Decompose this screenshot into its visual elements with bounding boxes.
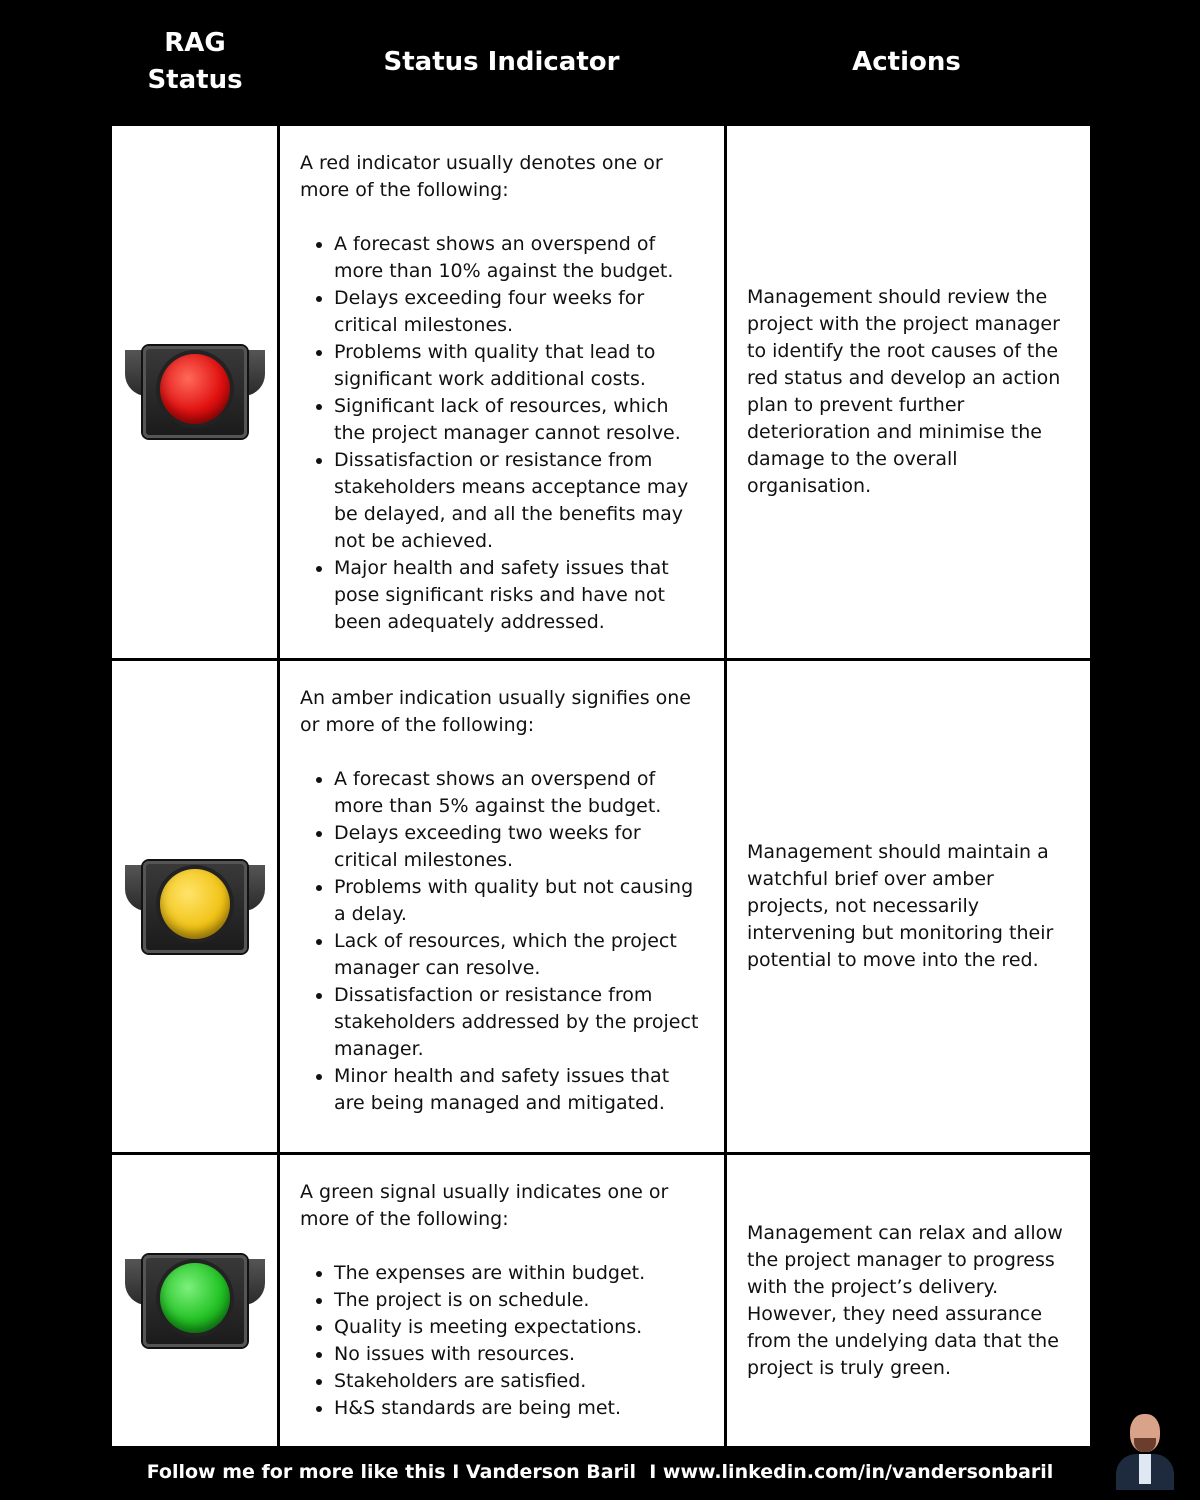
status-intro: A green signal usually indicates one or more of the following:	[300, 1181, 669, 1230]
list-item: • Delays exceeding two weeks for critical milestones.	[334, 820, 704, 874]
action-text: Management should review the project with the project manager to identify the root causes of the red status and develop an action plan to prevent further deterioration and minimise the damage to the overall organisation.	[747, 286, 1061, 497]
rag-cell	[112, 126, 277, 658]
status-bullets	[300, 766, 704, 1117]
list-item: • No issues with resources.	[334, 1341, 704, 1368]
rag-cell	[112, 1155, 277, 1446]
header-rag-status-label: RAG Status	[147, 28, 243, 95]
header-status-indicator-label: Status Indicator	[383, 46, 620, 77]
list-item: • A forecast shows an overspend of more than 5% against the budget.	[334, 766, 704, 820]
list-item: • Stakeholders are satisfied.	[334, 1368, 704, 1395]
list-item: • Dissatisfaction or resistance from stakeholders means acceptance may be delayed, and all the benefits may not be achieved.	[334, 447, 704, 555]
footer-text: Follow me for more like this I Vanderson Baril I www.linkedin.com/in/vandersonbaril	[146, 1461, 1054, 1483]
traffic-light-amber-icon	[125, 857, 265, 957]
header-actions-label: Actions	[852, 46, 961, 77]
status-intro: An amber indication usually signifies one or more of the following:	[300, 687, 691, 736]
header-rag-status	[112, 0, 278, 124]
list-item: • H&S standards are being met.	[334, 1395, 704, 1422]
action-text: Management can relax and allow the project manager to progress with the project’s delivery. However, they need assurance from the undelying data that the project is truly green.	[747, 1221, 1063, 1379]
footer-credit	[0, 1452, 1200, 1492]
list-item: • Significant lack of resources, which the project manager cannot resolve.	[334, 393, 704, 447]
list-item: • Delays exceeding four weeks for critical milestones.	[334, 285, 704, 339]
status-cell	[280, 661, 724, 1152]
status-cell	[280, 1155, 724, 1446]
table-row-green	[110, 1155, 1090, 1446]
list-item: • The project is on schedule.	[334, 1287, 704, 1314]
rag-cell	[112, 661, 277, 1152]
action-cell	[727, 1155, 1090, 1446]
header-actions	[725, 0, 1088, 124]
status-cell	[280, 126, 724, 658]
list-item: • Major health and safety issues that pose significant risks and have not been adequately addressed.	[334, 555, 704, 636]
list-item: • The expenses are within budget.	[334, 1260, 704, 1287]
status-bullets	[300, 1260, 704, 1422]
status-bullets	[300, 231, 704, 636]
table-row-amber	[110, 661, 1090, 1152]
list-item: • Lack of resources, which the project manager can resolve.	[334, 928, 704, 982]
action-text: Management should maintain a watchful brief over amber projects, not necessarily intervening but monitoring their potential to move into the red.	[747, 841, 1054, 971]
rag-table	[110, 124, 1090, 1448]
list-item: • Dissatisfaction or resistance from stakeholders addressed by the project manager.	[334, 982, 704, 1063]
table-row-red	[110, 126, 1090, 658]
status-intro: A red indicator usually denotes one or more of the following:	[300, 152, 663, 201]
list-item: • A forecast shows an overspend of more than 10% against the budget.	[334, 231, 704, 285]
avatar	[1112, 1410, 1178, 1490]
list-item: • Quality is meeting expectations.	[334, 1314, 704, 1341]
header-status-indicator	[279, 0, 724, 124]
traffic-light-red-icon	[125, 342, 265, 442]
list-item: • Problems with quality that lead to significant work additional costs.	[334, 339, 704, 393]
action-cell	[727, 126, 1090, 658]
list-item: • Problems with quality but not causing a delay.	[334, 874, 704, 928]
list-item: • Minor health and safety issues that are being managed and mitigated.	[334, 1063, 704, 1117]
action-cell	[727, 661, 1090, 1152]
traffic-light-green-icon	[125, 1251, 265, 1351]
